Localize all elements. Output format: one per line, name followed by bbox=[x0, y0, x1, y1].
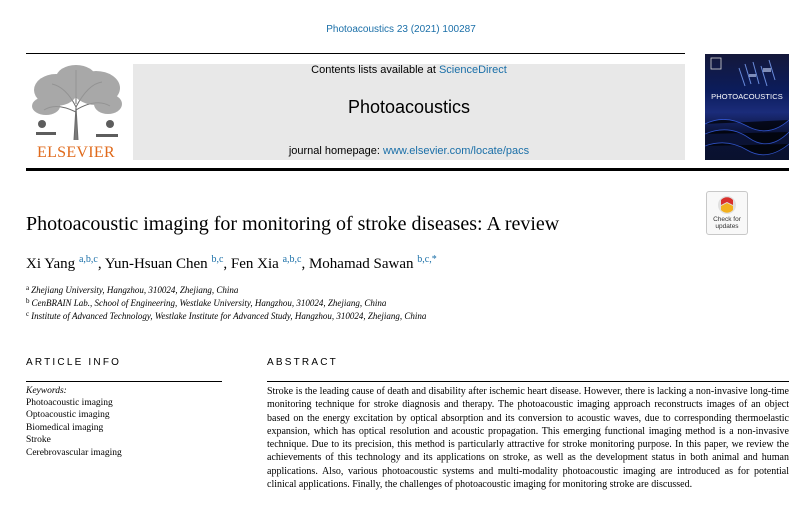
affiliation-mark: b bbox=[26, 297, 30, 305]
affiliation-mark: c bbox=[26, 310, 30, 318]
journal-citation-link[interactable]: Photoacoustics 23 (2021) 100287 bbox=[326, 24, 476, 35]
author-name[interactable]: Fen Xia bbox=[230, 256, 279, 272]
affiliation bbox=[26, 310, 426, 321]
homepage-line bbox=[133, 145, 685, 157]
header-divider bbox=[26, 53, 685, 54]
keyword-item: Photoacoustic imaging bbox=[26, 398, 113, 408]
affiliation-mark: a bbox=[26, 284, 30, 292]
affiliation bbox=[26, 284, 238, 295]
author-name[interactable]: Mohamad Sawan bbox=[308, 256, 414, 272]
keyword-item: Cerebrovascular imaging bbox=[26, 448, 122, 458]
abstract-heading: ABSTRACT bbox=[267, 357, 338, 368]
article-info-heading: ARTICLE INFO bbox=[26, 357, 122, 368]
author-list: Xi Yang $^{a,b,c}$, Yun-Hsuan Chen $^{b,c}$, Fen Xia $^{a,b,c}$, Mohamad Sawan $^{b,c,*}$ bbox=[26, 254, 437, 272]
affiliation bbox=[26, 297, 386, 308]
journal-cover-image bbox=[705, 54, 789, 160]
keyword-item: Biomedical imaging bbox=[26, 423, 104, 433]
keyword-item: Stroke bbox=[26, 435, 51, 445]
homepage-link[interactable]: www.elsevier.com/locate/pacs bbox=[383, 145, 530, 157]
author-name[interactable]: Xi Yang bbox=[26, 256, 76, 272]
homepage-prefix: journal homepage: bbox=[288, 145, 384, 157]
check-for-updates-label bbox=[706, 216, 748, 230]
abstract-text: Stroke is the leading cause of death and disability after ischemic heart disease. However, there is lacking a non-invasive long-time monitoring technique for stroke diagnosis and therapy. The photoacoustic imaging approach reconstructs images of an object based on the energy excitation by optical absorption and its conversion to acoustic waves, due to corresponding thermoelastic expansion, which has optical resolution and acoustic propagation. This emerging functional imaging method is a non-invasive technique. Due to its precision, this method is particularly attractive for stroke monitoring purpose. In this paper, we review the achievements of this technology and its applications on stroke, as well as the development status in both animal and human applications. Also, various photoacoustic systems and multi-modality photoacoustic imaging are introduced as for potential clinical applications. Finally, the challenges of photoacoustic imaging for monitoring stroke are discussed. bbox=[267, 386, 789, 491]
check-line1: Check for bbox=[713, 216, 741, 223]
affiliation-text: Institute of Advanced Technology, Westlake Institute for Advanced Study, Hangzhou, 310024, Zhejiang, China bbox=[31, 311, 427, 321]
article-title: Photoacoustic imaging for monitoring of stroke diseases: A review bbox=[26, 213, 560, 235]
keywords-label: Keywords: bbox=[26, 386, 67, 396]
contents-line bbox=[133, 64, 685, 76]
affiliation-text: CenBRAIN Lab., School of Engineering, Westlake University, Hangzhou, 310024, Zhejiang, China bbox=[31, 298, 387, 308]
abstract-rule bbox=[267, 381, 789, 382]
affiliation-text: Zhejiang University, Hangzhou, 310024, Zhejiang, China bbox=[31, 285, 239, 295]
author-name[interactable]: Yun-Hsuan Chen bbox=[104, 256, 208, 272]
author-affiliation-marks[interactable]: a,b,c bbox=[282, 254, 302, 265]
check-line2: updates bbox=[715, 223, 739, 230]
sciencedirect-link[interactable]: ScienceDirect bbox=[438, 64, 507, 76]
author-affiliation-marks[interactable]: b,c,* bbox=[417, 254, 437, 265]
header-rule bbox=[26, 168, 789, 171]
author-affiliation-marks[interactable]: a,b,c bbox=[78, 254, 98, 265]
keyword-item: Optoacoustic imaging bbox=[26, 410, 110, 420]
author-affiliation-marks[interactable]: b,c bbox=[211, 254, 224, 265]
contents-prefix: Contents lists available at bbox=[311, 64, 439, 76]
article-info-rule bbox=[26, 381, 222, 382]
cover-journal-label: PHOTOACOUSTICS bbox=[711, 92, 783, 101]
check-for-updates-icon bbox=[707, 192, 747, 218]
publisher-name: ELSEVIER bbox=[37, 144, 115, 161]
journal-title: Photoacoustics bbox=[347, 97, 471, 117]
